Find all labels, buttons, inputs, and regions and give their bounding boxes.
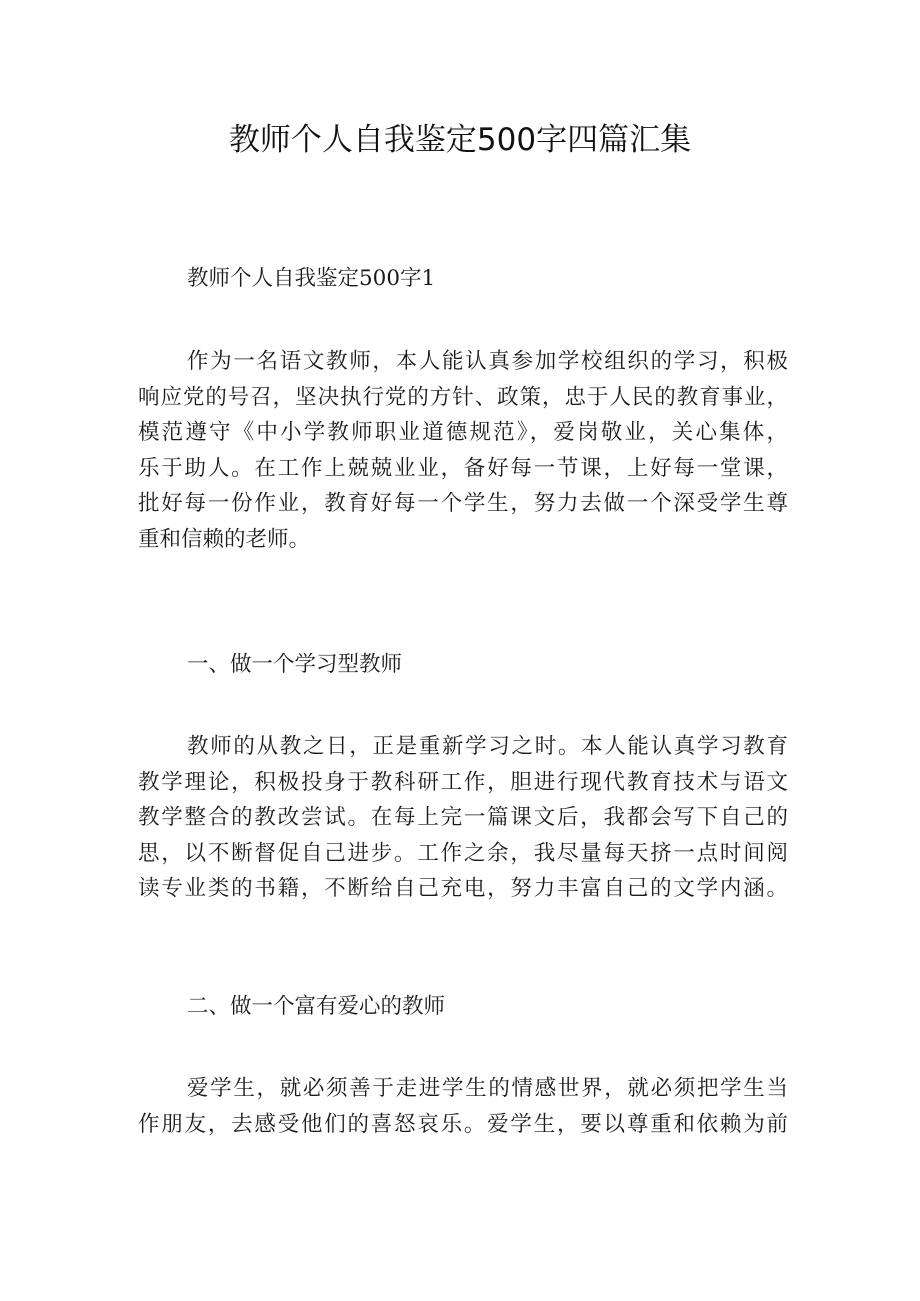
paragraph-3 xyxy=(138,1071,788,1142)
paragraph-line: 批好每一份作业，教育好每一个学生，努力去做一个深受学生尊 xyxy=(138,491,788,516)
paragraph-line: 作为一名语文教师，本人能认真参加学校组织的学习，积极 xyxy=(187,349,788,374)
paragraph-line: 作朋友，去感受他们的喜怒哀乐。爱学生，要以尊重和依赖为前 xyxy=(138,1111,788,1137)
paragraph-2 xyxy=(138,729,788,907)
paragraph-line: 教师的从教之日，正是重新学习之时。本人能认真学习教育 xyxy=(187,734,788,759)
subheading-1: 一、做一个学习型教师 xyxy=(187,652,403,677)
paragraph-line: 响应党的号召，坚决执行党的方针、政策，忠于人民的教育事业， xyxy=(138,384,788,410)
subheading-2: 二、做一个富有爱心的教师 xyxy=(187,994,446,1019)
paragraph-1 xyxy=(138,344,788,557)
paragraph-line: 思，以不断督促自己进步。工作之余，我尽量每天挤一点时间阅 xyxy=(138,840,788,866)
section-heading: 教师个人自我鉴定500字1 xyxy=(187,266,436,291)
document-title: 教师个人自我鉴定500字四篇汇集 xyxy=(228,122,692,158)
paragraph-line: 乐于助人。在工作上兢兢业业，备好每一节课，上好每一堂课， xyxy=(138,455,788,481)
paragraph-line: 爱学生，就必须善于走进学生的情感世界，就必须把学生当 xyxy=(187,1076,788,1101)
paragraph-line: 读专业类的书籍，不断给自己充电，努力丰富自己的文学内涵。 xyxy=(138,876,788,901)
paragraph-line: 重和信赖的老师。 xyxy=(138,526,311,552)
paragraph-line: 模范遵守《中小学教师职业道德规范》，爱岗敬业，关心集体， xyxy=(138,420,788,445)
paragraph-line: 教学整合的教改尝试。在每上完一篇课文后，我都会写下自己的 xyxy=(138,805,788,830)
paragraph-line: 教学理论，积极投身于教科研工作，胆进行现代教育技术与语文 xyxy=(138,769,788,795)
